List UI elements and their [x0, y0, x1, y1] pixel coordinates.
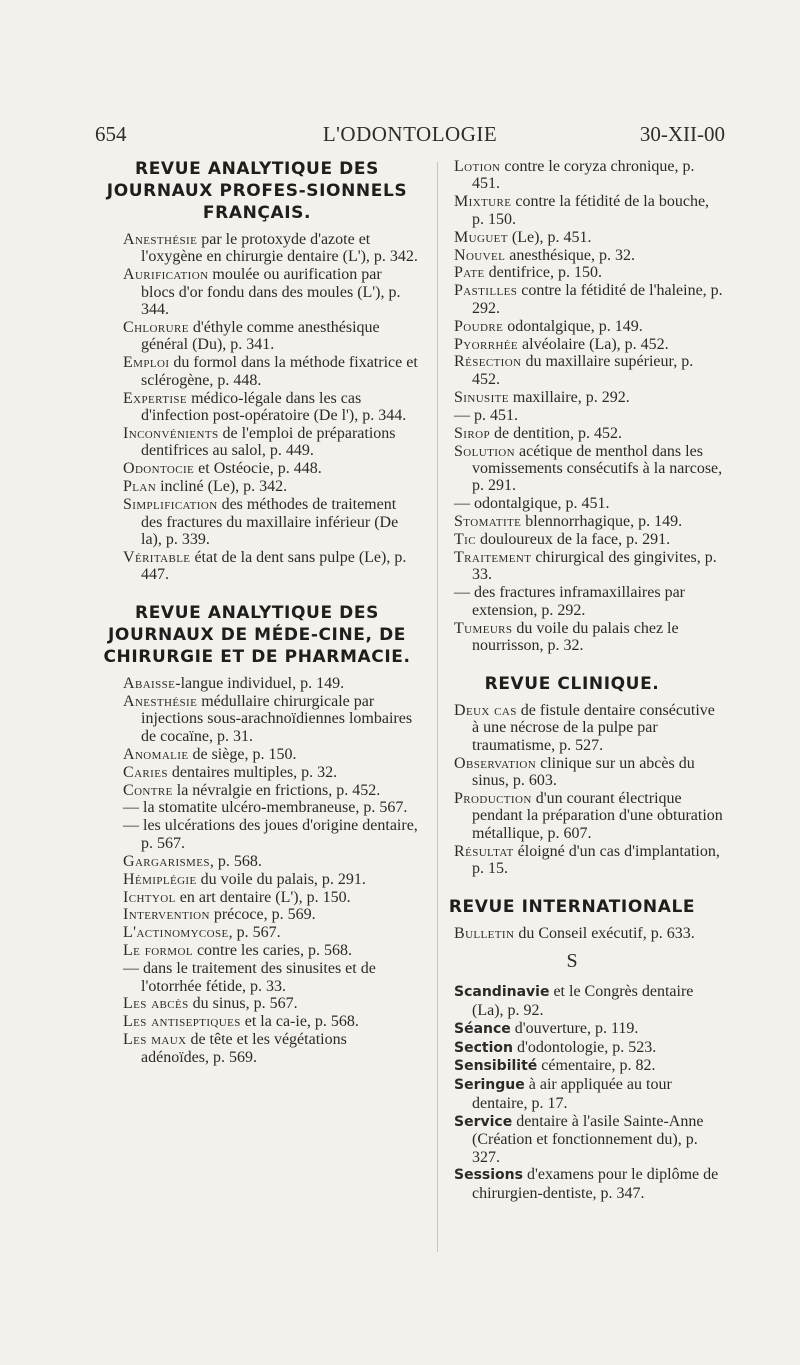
- entry-keyword: Intervention: [123, 906, 210, 924]
- entry-keyword: Service: [454, 1113, 513, 1130]
- entry-text: de dentition, p. 452.: [489, 424, 622, 442]
- entry-keyword: Expertise: [123, 389, 188, 407]
- entry-text: blennorrhagique, p. 149.: [521, 513, 683, 531]
- entry-text: cémentaire, p. 82.: [537, 1057, 656, 1075]
- section-title-internationale: REVUE INTERNATIONALE: [448, 896, 696, 917]
- index-entry: [123, 231, 418, 266]
- entry-text: maxillaire, p. 292.: [508, 388, 630, 406]
- entry-text: de l'emploi de préparations dentifrices au salol, p. 449.: [141, 424, 396, 460]
- entry-keyword: Sensibilité: [454, 1058, 538, 1075]
- index-entry: [123, 817, 418, 852]
- entry-text: et Ostéocie, p. 448.: [194, 460, 322, 478]
- entry-text: contre la fétidité de la bouche, p. 150.: [472, 193, 710, 228]
- entry-text: — dans le traitement des sinusites et de l'otorrhée fétide, p. 33.: [123, 960, 376, 995]
- index-entry: [123, 746, 418, 763]
- index-entry: [454, 247, 724, 264]
- entry-text: à air appliquée au tour dentaire, p. 17.: [472, 1076, 672, 1112]
- entry-keyword: Deux cas: [454, 701, 517, 719]
- index-entry: [123, 782, 418, 799]
- index-entry: [123, 1013, 418, 1030]
- index-entry: [454, 158, 724, 193]
- index-entry: [123, 319, 418, 354]
- journal-title: L'ODONTOLOGIE: [322, 122, 498, 146]
- index-entry: [454, 353, 724, 388]
- index-letter: S: [566, 950, 578, 973]
- index-entry: [123, 764, 418, 781]
- index-entry: [454, 495, 724, 512]
- section-entries-medicine: [96, 675, 418, 1066]
- entry-keyword: Nouvel: [454, 246, 506, 264]
- index-entry: [123, 995, 418, 1012]
- entry-keyword: Poudre: [454, 317, 504, 335]
- index-entry: [454, 1166, 724, 1202]
- page-header: [95, 122, 725, 152]
- entry-keyword: Odontocie: [123, 460, 195, 478]
- entry-text: de tête et les végétations adénoïdes, p. 569.: [141, 1031, 347, 1066]
- entry-text: dentifrice, p. 150.: [484, 264, 602, 282]
- index-entry: [123, 799, 418, 816]
- entry-keyword: Lotion: [454, 158, 501, 175]
- entry-text: dentaire à l'asile Sainte-Anne (Création et fonctionnement du), p. 327.: [472, 1112, 704, 1166]
- index-entry: [123, 1031, 418, 1066]
- index-entry: [454, 790, 724, 842]
- index-entry: [123, 889, 418, 906]
- index-entry: [454, 702, 724, 754]
- entry-text: contre le coryza chronique, p. 451.: [472, 158, 695, 193]
- entry-keyword: Séance: [454, 1020, 511, 1037]
- entry-text: — les ulcérations des joues d'origine dentaire, p. 567.: [123, 817, 418, 852]
- entry-keyword: Les abcès: [123, 995, 189, 1013]
- entry-keyword: Section: [454, 1039, 513, 1056]
- index-entry: [123, 675, 418, 692]
- index-entry: [454, 983, 724, 1019]
- index-entry: [123, 942, 418, 959]
- entry-text: du Conseil exécutif, p. 633.: [514, 924, 695, 942]
- entry-keyword: Mixture: [454, 193, 512, 211]
- entry-text: la névralgie en frictions, p. 452.: [172, 781, 381, 799]
- entry-keyword: Anesthésie: [123, 693, 198, 711]
- entry-keyword: Sessions: [454, 1167, 523, 1184]
- entry-text: et le Congrès dentaire (La), p. 92.: [472, 983, 694, 1019]
- entry-keyword: Observation: [454, 754, 537, 772]
- index-entry: [454, 843, 724, 878]
- entry-keyword: Caries: [123, 763, 168, 781]
- index-entry: [123, 549, 418, 584]
- entry-keyword: Pastilles: [454, 282, 518, 300]
- entry-text: de siège, p. 150.: [188, 745, 297, 763]
- entry-text: — odontalgique, p. 451.: [454, 495, 610, 513]
- index-entry: [454, 425, 724, 442]
- entry-keyword: Les antiseptiques: [123, 1013, 241, 1031]
- index-entry: [454, 584, 724, 619]
- entry-text: d'odontologie, p. 523.: [512, 1038, 657, 1056]
- index-entry: [454, 1057, 724, 1075]
- section-entries-professional: [96, 231, 418, 584]
- entry-keyword: Hémiplégie: [123, 870, 197, 888]
- entry-keyword: Tic: [454, 531, 476, 549]
- entry-text: — la stomatite ulcéro-membraneuse, p. 567.: [123, 799, 408, 817]
- index-entry: [123, 693, 418, 745]
- index-entry: [454, 407, 724, 424]
- entry-text: médico-légale dans les cas d'infection post-opératoire (De l'), p. 344.: [141, 389, 407, 425]
- entry-text: d'examens pour le diplôme de chirurgien-dentiste, p. 347.: [472, 1166, 719, 1202]
- entry-text: — des fractures inframaxillaires par extension, p. 292.: [454, 584, 686, 619]
- entry-text: éloigné d'un cas d'implantation, p. 15.: [472, 842, 720, 878]
- entry-keyword: Résultat: [454, 842, 514, 860]
- index-entry: [454, 513, 724, 530]
- index-entry: [123, 924, 418, 941]
- entry-text: état de la dent sans pulpe (Le), p. 447.: [141, 548, 407, 584]
- entry-keyword: Les maux: [123, 1031, 187, 1049]
- index-entry: [454, 318, 724, 335]
- entry-keyword: Inconvénients: [123, 424, 219, 442]
- entry-keyword: Résection: [454, 353, 522, 371]
- entry-text: par le protoxyde d'azote et l'oxygène en chirurgie dentaire (L'), p. 342.: [141, 231, 418, 266]
- entry-text: — p. 451.: [454, 406, 518, 424]
- entry-keyword: L'actinomycose: [123, 924, 229, 942]
- entry-text: odontalgique, p. 149.: [503, 317, 643, 335]
- entry-text: du sinus, p. 567.: [188, 995, 298, 1013]
- entry-text: chirurgical des gingivites, p. 33.: [472, 548, 717, 584]
- index-entry: [123, 266, 418, 318]
- entry-text: , p. 568.: [209, 852, 262, 870]
- index-entry: [454, 1020, 724, 1038]
- section-entries-internationale: [420, 925, 724, 942]
- entry-text: incliné (Le), p. 342.: [156, 478, 288, 496]
- index-entry: [454, 925, 724, 942]
- index-entry: [454, 443, 724, 495]
- entry-keyword: Muguet: [454, 228, 508, 246]
- entry-text: anesthésique, p. 32.: [505, 246, 635, 264]
- entry-text: contre les caries, p. 568.: [192, 942, 352, 960]
- entry-text: du formol dans la méthode fixatrice et sclérogène, p. 448.: [141, 354, 418, 389]
- section-entries-clinique: [420, 702, 724, 878]
- section-entries-continued: [420, 158, 724, 654]
- entry-text: moulée ou aurification par blocs d'or fondu dans des moules (L'), p. 344.: [141, 266, 401, 319]
- index-entry: [123, 354, 418, 389]
- index-entry: [454, 1039, 724, 1057]
- index-entry: [123, 960, 418, 995]
- entry-text: alvéolaire (La), p. 452.: [518, 335, 669, 353]
- index-entry: [123, 425, 418, 460]
- entry-keyword: Anesthésie: [123, 231, 198, 248]
- entry-text: clinique sur un abcès du sinus, p. 603.: [472, 754, 695, 789]
- page-number: 654: [95, 122, 127, 146]
- entry-text: en art dentaire (L'), p. 150.: [175, 888, 351, 906]
- entry-keyword: Pyorrhée: [454, 335, 519, 353]
- index-entry: [454, 389, 724, 406]
- index-entry: [123, 871, 418, 888]
- index-entry: [123, 853, 418, 870]
- index-entry: [123, 496, 418, 548]
- entry-text: d'un courant électrique pendant la préparation d'une obturation métallique, p. 607.: [472, 789, 723, 842]
- index-entry: [454, 336, 724, 353]
- entry-keyword: Chlorure: [123, 319, 189, 337]
- entry-keyword: Bulletin: [454, 924, 515, 942]
- entry-text: dentaires multiples, p. 32.: [167, 763, 338, 781]
- index-entry: [454, 193, 724, 228]
- entry-keyword: Traitement: [454, 548, 532, 566]
- entry-text: (Le), p. 451.: [507, 228, 592, 246]
- entry-text: et la ca-ie, p. 568.: [240, 1013, 359, 1031]
- entry-text: de fistule dentaire consécutive à une nécrose de la pulpe par traumatisme, p. 527.: [472, 701, 715, 754]
- entry-text: -langue individuel, p. 149.: [175, 675, 345, 693]
- entry-text: d'éthyle comme anesthésique général (Du), p. 341.: [141, 319, 380, 354]
- entry-keyword: Solution: [454, 442, 515, 460]
- index-entry: [454, 755, 724, 790]
- entry-keyword: Production: [454, 789, 532, 807]
- index-entry: [454, 1113, 724, 1166]
- section-title-medicine: REVUE ANALYTIQUE DES JOURNAUX DE MÉDE-CINE, DE CHIRURGIE ET DE PHARMACIE.: [103, 603, 411, 668]
- index-entry: [454, 229, 724, 246]
- index-entry: [123, 906, 418, 923]
- entry-keyword: Gargarismes: [123, 852, 210, 870]
- section-title-clinique: REVUE CLINIQUE.: [484, 673, 660, 694]
- index-entry: [454, 549, 724, 584]
- entry-keyword: Ichtyol: [123, 888, 176, 906]
- entry-keyword: Scandinavie: [454, 984, 550, 1001]
- entry-text: acétique de menthol dans les vomissements consécutifs à la narcose, p. 291.: [472, 442, 723, 495]
- entry-text: du maxillaire supérieur, p. 452.: [472, 353, 694, 388]
- left-column: [96, 158, 418, 1067]
- entry-text: douloureux de la face, p. 291.: [475, 531, 671, 549]
- entry-text: contre la fétidité de l'haleine, p. 292.: [472, 282, 723, 317]
- entry-text: médullaire chirurgicale par injections sous-arachnoïdiennes lombaires de cocaïne, p. 31.: [141, 693, 413, 745]
- entry-text: du voile du palais, p. 291.: [196, 870, 366, 888]
- entry-keyword: Emploi: [123, 354, 170, 372]
- index-entry: [454, 282, 724, 317]
- letter-s-entries: [420, 983, 724, 1202]
- index-entry: [454, 264, 724, 281]
- index-entry: [454, 620, 724, 655]
- entry-text: des méthodes de traitement des fractures du maxillaire inférieur (De la), p. 339.: [141, 496, 399, 548]
- section-title-professional: REVUE ANALYTIQUE DES JOURNAUX PROFES-SIONNELS FRANÇAIS.: [106, 159, 408, 223]
- entry-text: précoce, p. 569.: [209, 906, 316, 924]
- entry-keyword: Simplification: [123, 496, 218, 514]
- entry-keyword: Véritable: [123, 548, 191, 566]
- entry-keyword: Aurification: [123, 266, 209, 284]
- entry-keyword: Anomalie: [123, 745, 189, 763]
- entry-text: du voile du palais chez le nourrisson, p. 32.: [472, 619, 679, 654]
- index-entry: [454, 1076, 724, 1112]
- entry-text: d'ouverture, p. 119.: [510, 1019, 639, 1037]
- entry-keyword: Tumeurs: [454, 619, 513, 637]
- entry-keyword: Sinusite: [454, 388, 509, 406]
- issue-date: 30-XII-00: [639, 122, 725, 146]
- entry-keyword: Pate: [454, 264, 485, 282]
- entry-keyword: Sirop: [454, 424, 490, 442]
- entry-text: , p. 567.: [228, 924, 281, 942]
- right-column: [420, 158, 724, 1203]
- entry-keyword: Abaisse: [123, 675, 176, 693]
- entry-keyword: Plan: [123, 478, 157, 496]
- index-entry: [123, 460, 418, 477]
- index-entry: [123, 390, 418, 425]
- entry-keyword: Contre: [123, 781, 173, 799]
- entry-keyword: Seringue: [454, 1077, 525, 1094]
- index-entry: [454, 531, 724, 548]
- entry-keyword: Le formol: [123, 942, 193, 960]
- index-entry: [123, 478, 418, 495]
- entry-keyword: Stomatite: [454, 513, 522, 531]
